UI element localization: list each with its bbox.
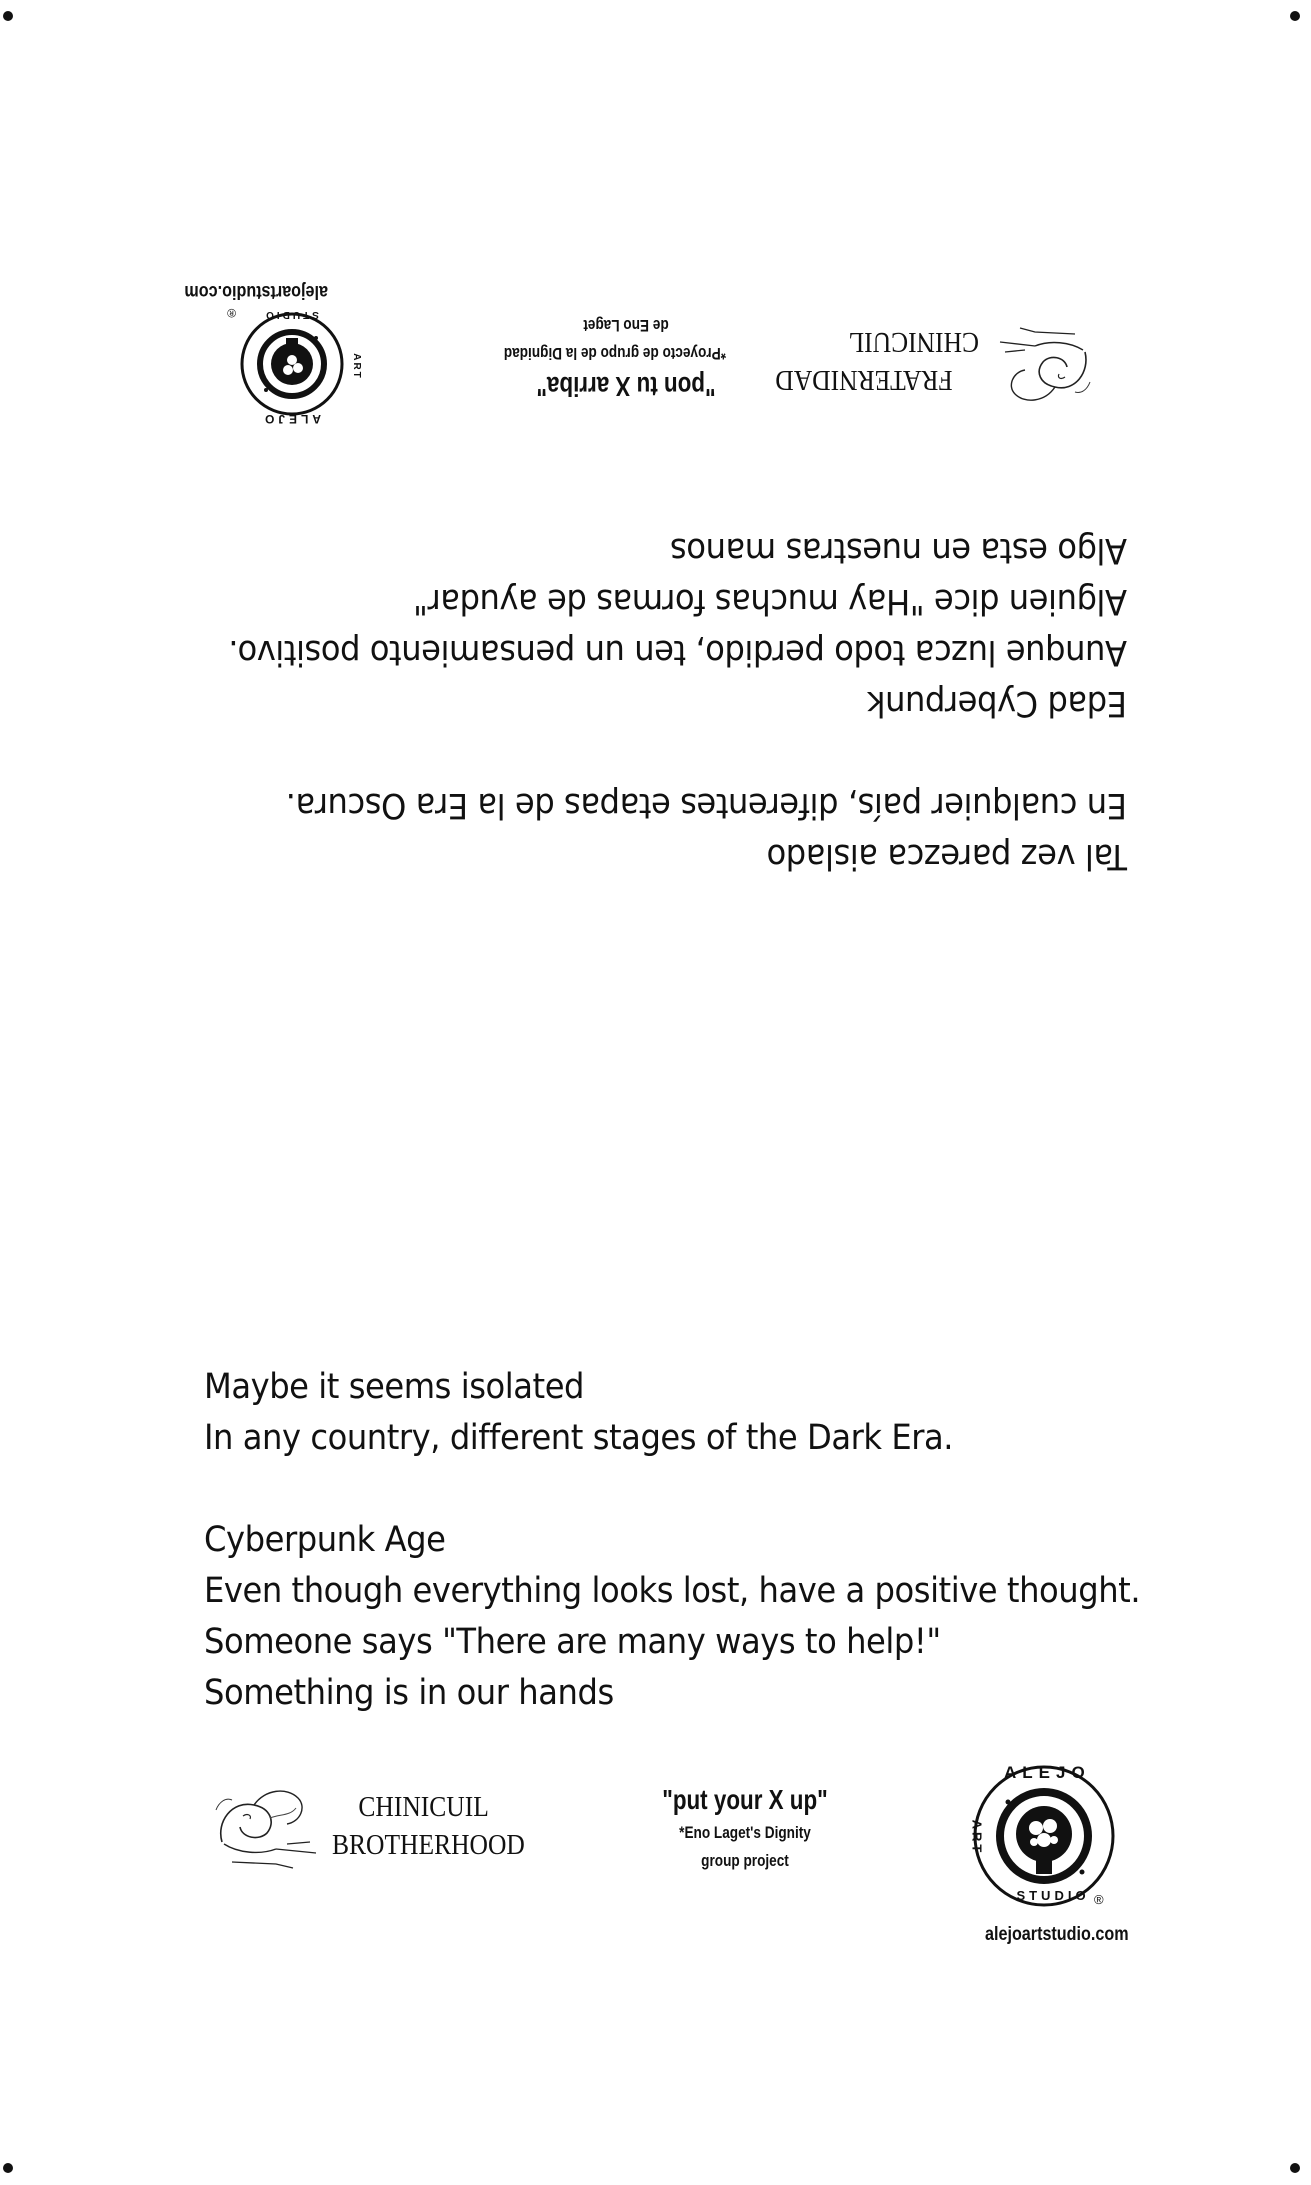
english-brand-line-2: BROTHERHOOD: [332, 1829, 525, 1861]
english-hands-sketch-icon: [210, 1778, 322, 1874]
spanish-seal-text-bottom: STUDIO: [263, 309, 319, 320]
spanish-poem-line-4: Edad Cyberpunk: [867, 683, 1127, 723]
english-seal-text-left: ART: [969, 1819, 985, 1856]
english-poem-line-1: Maybe it seems isolated: [204, 1367, 585, 1407]
spanish-hands-sketch-icon: [995, 322, 1095, 412]
spanish-poem-gap: [229, 728, 1127, 779]
spanish-slogan-sub-2: de Eno Laget: [583, 316, 669, 335]
english-slogan-sub-2: group project: [701, 1851, 789, 1870]
spanish-brand-line-1: FRATERNIDAD: [775, 364, 953, 396]
spanish-section-rotated: [0, 0, 1311, 1000]
english-poem-line-2: In any country, different stages of the Dark Era.: [204, 1418, 954, 1458]
english-poem-line-6: Someone says "There are many ways to help!": [204, 1622, 941, 1662]
spanish-website: alejoartstudio.com: [184, 281, 328, 302]
spanish-slogan-main: "pon tu X arriba": [536, 371, 716, 402]
corner-hole-bottom-left: [3, 2163, 13, 2173]
english-poem-gap: [204, 1464, 1140, 1515]
spanish-poem-line-5: Aunque luzca todo perdido, ten un pensamiento positivo.: [228, 632, 1127, 672]
english-poem-line-7: Something is in our hands: [204, 1673, 614, 1713]
spanish-poem-line-6: Alguien dice "Hay muchas formas de ayudar": [413, 581, 1127, 621]
english-brand-text: [332, 1788, 525, 1864]
english-seal-text-bottom: STUDIO: [1016, 1888, 1090, 1903]
english-brand-line-1: CHINICUIL: [358, 1791, 489, 1823]
english-slogan-sub-1: *Eno Laget's Dignity: [679, 1823, 811, 1842]
english-slogan-main: "put your X up": [662, 1784, 828, 1815]
spanish-seal-text-left: ART: [351, 353, 363, 380]
spanish-seal-registered: ®: [227, 306, 236, 320]
spanish-poem-line-2: En cualquier país, diferentes etapas de la Era Oscura.: [286, 785, 1127, 825]
spanish-slogan-sub-1: *Proyecto de grupo de la Dignidad: [503, 344, 726, 363]
spanish-brand-line-2: CHINICUIL: [848, 326, 979, 358]
spanish-alejo-seal-icon: [238, 310, 346, 418]
english-slogan: [620, 1784, 870, 1872]
spanish-poem-line-7: Algo esta en nuestras manos: [670, 530, 1127, 570]
spanish-poem-line-1: Tal vez parezca aislado: [766, 836, 1127, 876]
english-poem-line-5: Even though everything looks lost, have a positive thought.: [204, 1571, 1141, 1611]
english-seal-registered: ®: [1094, 1892, 1104, 1907]
spanish-seal-text-top: ALEJO: [261, 412, 322, 426]
spanish-slogan: [501, 314, 751, 402]
spanish-poem: [229, 524, 1127, 881]
english-poem-line-4: Cyberpunk Age: [204, 1520, 446, 1560]
spanish-brand-text: [775, 323, 979, 399]
english-poem: [204, 1362, 1140, 1719]
corner-hole-bottom-right: [1290, 2163, 1300, 2173]
english-seal-text-top: ALEJO: [1004, 1763, 1091, 1782]
english-website: alejoartstudio.com: [985, 1924, 1129, 1945]
